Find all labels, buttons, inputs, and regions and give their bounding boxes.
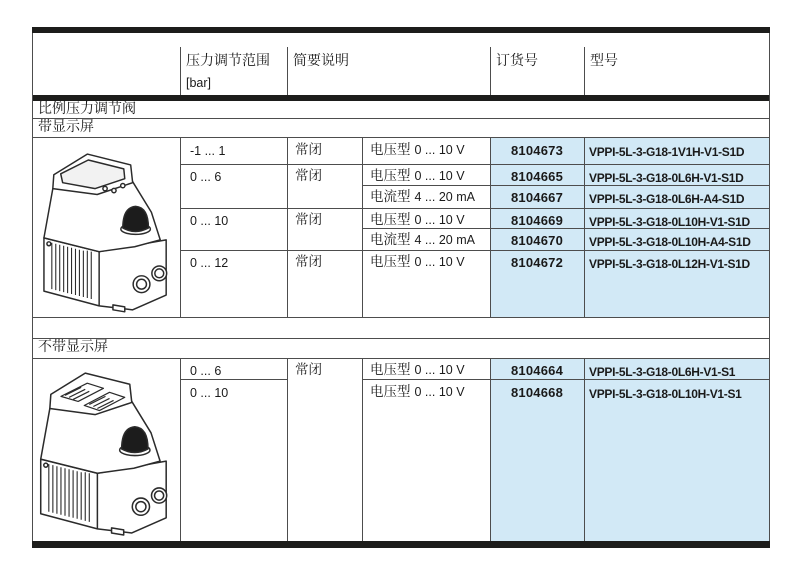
signal-type-label: 电压型: [370, 254, 411, 269]
signal-type-label: 电压型: [370, 212, 411, 227]
model-code: VPPI-5L-3-G18-0L10H-V1-S1D: [589, 215, 750, 229]
signal-cell: [370, 141, 465, 159]
header-range-unit: [bar]: [186, 76, 212, 90]
range-cell: 0 ... 10: [190, 386, 229, 400]
signal-type-label: 电流型: [370, 232, 411, 247]
grid-line: [362, 138, 363, 317]
grid-line: [584, 138, 585, 317]
model-code: VPPI-5L-3-G18-1V1H-V1-S1D: [589, 145, 745, 159]
signal-cell: [370, 188, 475, 206]
product-table: [32, 27, 770, 548]
signal-type-label: 电压型: [370, 384, 411, 399]
model-code: VPPI-5L-3-G18-0L10H-A4-S1D: [589, 235, 751, 249]
subsection-without-display: 不带显示屏: [38, 340, 108, 355]
range-cell: 0 ... 6: [190, 170, 222, 184]
grid-line: [180, 358, 181, 541]
grid-line: [287, 358, 288, 541]
order-number: 8104665: [510, 169, 563, 184]
signal-range-value: 4 ... 20 mA: [414, 233, 475, 247]
signal-cell: [370, 383, 465, 401]
signal-cell: [370, 253, 465, 271]
range-cell: 0 ... 12: [190, 256, 229, 270]
desc-cell: 常闭: [295, 254, 322, 269]
signal-cell: [370, 211, 465, 229]
header-desc-label: 简要说明: [293, 54, 349, 69]
order-number: 8104670: [510, 233, 563, 248]
subsection-with-display: 带显示屏: [38, 120, 94, 135]
header-range-label: 压力调节范围: [186, 54, 270, 69]
grid-line: [180, 208, 770, 209]
signal-type-label: 电流型: [370, 189, 411, 204]
signal-type-label: 电压型: [370, 168, 411, 183]
signal-type-label: 电压型: [370, 362, 411, 377]
model-code: VPPI-5L-3-G18-0L6H-V1-S1: [589, 365, 736, 379]
signal-cell: [370, 361, 465, 379]
order-number: 8104672: [510, 255, 563, 270]
grid-line: [32, 338, 770, 339]
grid-line: [32, 33, 33, 541]
grid-line: [287, 47, 288, 95]
signal-range-value: 0 ... 10 V: [414, 169, 465, 183]
range-cell: 0 ... 6: [190, 364, 222, 378]
signal-range-value: 0 ... 10 V: [414, 213, 465, 227]
grid-line: [32, 317, 770, 318]
grid-line: [769, 33, 770, 541]
grid-line: [180, 138, 181, 317]
order-number: 8104669: [510, 213, 563, 228]
product-image-without-display: [35, 364, 180, 536]
desc-cell: 常闭: [295, 168, 322, 183]
grid-line: [180, 47, 181, 95]
valve-without-display-illustration: [35, 364, 180, 536]
order-number: 8104664: [510, 363, 563, 378]
grid-line: [584, 358, 585, 541]
model-code: VPPI-5L-3-G18-0L6H-V1-S1D: [589, 171, 744, 185]
rule-bottom: [32, 541, 770, 548]
order-number: 8104667: [510, 190, 563, 205]
grid-line: [362, 358, 363, 541]
section-title: 比例压力调节阀: [38, 102, 136, 117]
range-cell: -1 ... 1: [190, 144, 226, 158]
rule-top: [32, 27, 770, 33]
model-code: VPPI-5L-3-G18-0L6H-A4-S1D: [589, 192, 745, 206]
valve-with-display-illustration: [40, 145, 178, 313]
grid-line: [180, 164, 770, 165]
desc-cell: 常闭: [295, 362, 322, 377]
signal-type-label: 电压型: [370, 142, 411, 157]
desc-cell: 常闭: [295, 212, 322, 227]
order-number: 8104668: [510, 385, 563, 400]
grid-line: [32, 137, 770, 138]
order-number: 8104673: [510, 143, 563, 158]
signal-range-value: 4 ... 20 mA: [414, 190, 475, 204]
grid-line: [32, 118, 770, 119]
grid-line: [32, 358, 770, 359]
range-cell: 0 ... 10: [190, 214, 229, 228]
signal-range-value: 0 ... 10 V: [414, 143, 465, 157]
header-order-label: 订货号: [496, 54, 538, 69]
signal-range-value: 0 ... 10 V: [414, 385, 465, 399]
signal-range-value: 0 ... 10 V: [414, 255, 465, 269]
grid-line: [584, 47, 585, 95]
signal-range-value: 0 ... 10 V: [414, 363, 465, 377]
grid-line: [287, 138, 288, 317]
desc-cell: 常闭: [295, 142, 322, 157]
product-image-with-display: [40, 145, 178, 313]
signal-cell: [370, 167, 465, 185]
model-code: VPPI-5L-3-G18-0L12H-V1-S1D: [589, 257, 750, 271]
model-code: VPPI-5L-3-G18-0L10H-V1-S1: [589, 387, 742, 401]
header-model-label: 型号: [590, 54, 618, 69]
grid-line: [490, 47, 491, 95]
rule-below-header: [32, 95, 770, 101]
signal-cell: [370, 231, 475, 249]
